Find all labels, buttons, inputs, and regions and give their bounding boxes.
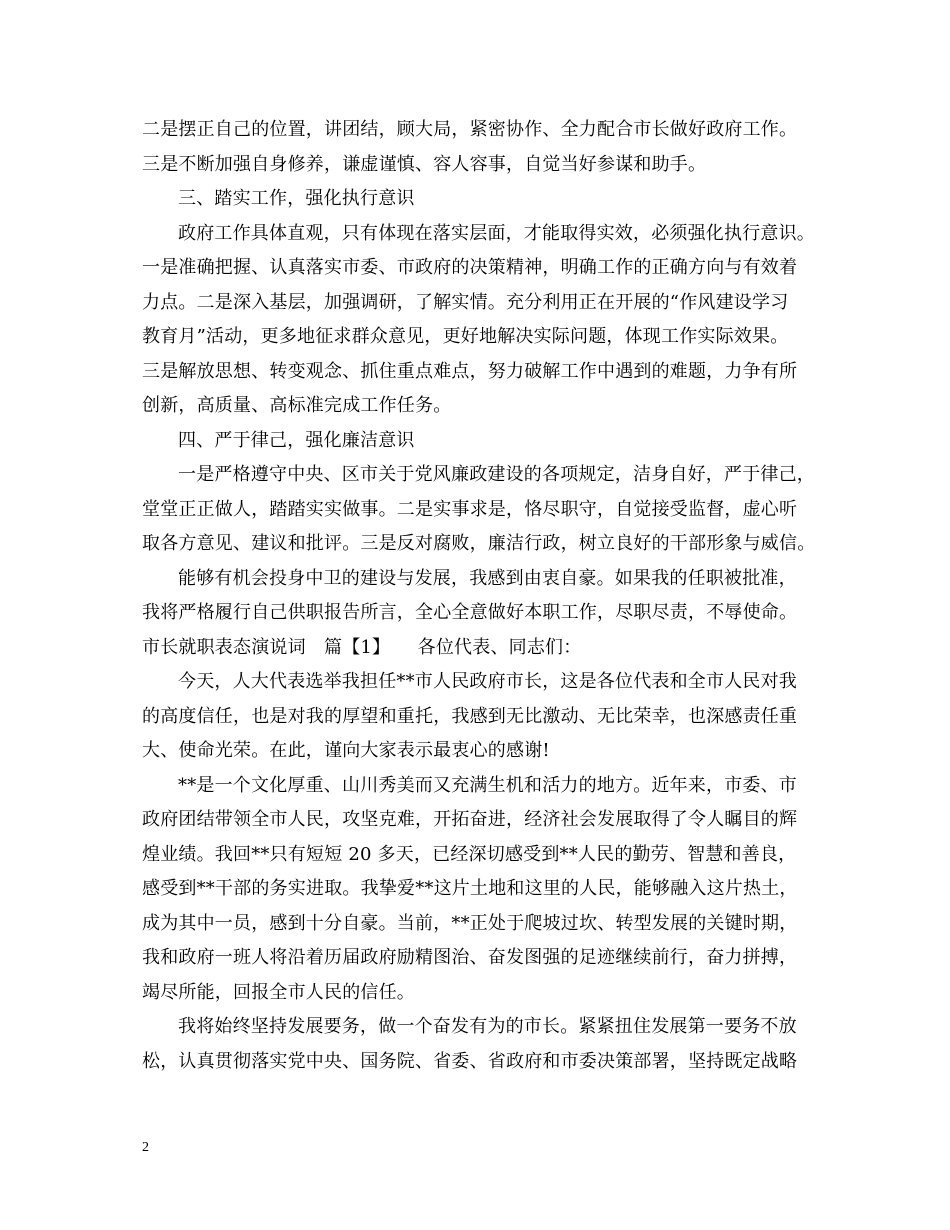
text-line: 我和政府一班人将沿着历届政府励精图治、奋发图强的足迹继续前行，奋力拼搏，	[142, 947, 798, 968]
text-line: **是一个文化厚重、山川秀美而又充满生机和活力的地方。近年来，市委、市	[178, 774, 797, 796]
text-line: 政府工作具体直观，只有体现在落实层面，才能取得实效，必须强化执行意识。	[178, 222, 815, 244]
text-line: 竭尽所能，回报全市人民的信任。	[142, 981, 415, 1003]
text-line: 我将严格履行自己供职报告所言，全心全意做好本职工作，尽职尽责，不辱使命。	[142, 602, 798, 623]
text-line: 政府团结带领全市人民，攻坚克难，开拓奋进，经济社会发展取得了令人瞩目的辉	[142, 809, 798, 830]
text-line: 三是解放思想、转变观念、抓住重点难点，努力破解工作中遇到的难题，力争有所	[142, 360, 798, 382]
text-line: 创新，高质量、高标准完成工作任务。	[142, 395, 452, 416]
text-line: 四、严于律己，强化廉洁意识	[178, 429, 415, 451]
text-line: 能够有机会投身中卫的建设与发展，我感到由衷自豪。如果我的任职被批准，	[178, 567, 797, 589]
page-number: 2	[142, 1140, 149, 1155]
text-line: 松，认真贯彻落实党中央、国务院、省委、省政府和市委决策部署，坚持既定战略	[142, 1050, 798, 1072]
text-line: 一是严格遵守中央、区市关于党风廉政建设的各项规定，洁身自好，严于律己，	[178, 464, 815, 485]
text-line: 市长就职表态演说词 篇【1】 各位代表、同志们：	[142, 636, 582, 658]
text-line: 教育月”活动，更多地征求群众意见，更好地解决实际问题，体现工作实际效果。	[142, 326, 789, 347]
text-line: 三是不断加强自身修养，谦虚谨慎、容人容事，自觉当好参谋和助手。	[142, 153, 707, 175]
text-line: 大、使命光荣。在此，谨向大家表示最衷心的感谢!	[142, 740, 550, 761]
document-body	[142, 113, 822, 1079]
text-line: 堂堂正正做人，踏踏实实做事。二是实事求是，恪尽职守，自觉接受监督，虚心听	[142, 498, 798, 520]
text-line: 成为其中一员，感到十分自豪。当前，**正处于爬坡过坎、转型发展的关键时期，	[142, 912, 798, 934]
text-line: 取各方意见、建议和批评。三是反对腐败，廉洁行政，树立良好的干部形象与威信。	[142, 533, 816, 554]
text-line: 的高度信任，也是对我的厚望和重托，我感到无比激动、无比荣幸，也深感责任重	[142, 705, 798, 727]
text-line: 力点。二是深入基层，加强调研，了解实情。充分利用正在开展的“作风建设学习	[142, 291, 789, 313]
text-line: 我将始终坚持发展要务，做一个奋发有为的市长。紧紧扭住发展第一要务不放	[178, 1016, 797, 1037]
text-line: 感受到**干部的务实进取。我挚爱**这片土地和这里的人民，能够融入这片热土，	[142, 878, 798, 899]
text-line: 三、踏实工作，强化执行意识	[178, 188, 415, 209]
text-line: 二是摆正自己的位置，讲团结，顾大局，紧密协作、全力配合市长做好政府工作。	[142, 119, 798, 140]
text-line: 今天，人大代表选举我担任**市人民政府市长，这是各位代表和全市人民对我	[178, 671, 797, 692]
text-line: 煌业绩。我回**只有短短 20 多天，已经深切感受到**人民的勤劳、智慧和善良，	[142, 843, 797, 865]
text-line: 一是准确把握、认真落实市委、市政府的决策精神，明确工作的正确方向与有效着	[142, 257, 798, 278]
